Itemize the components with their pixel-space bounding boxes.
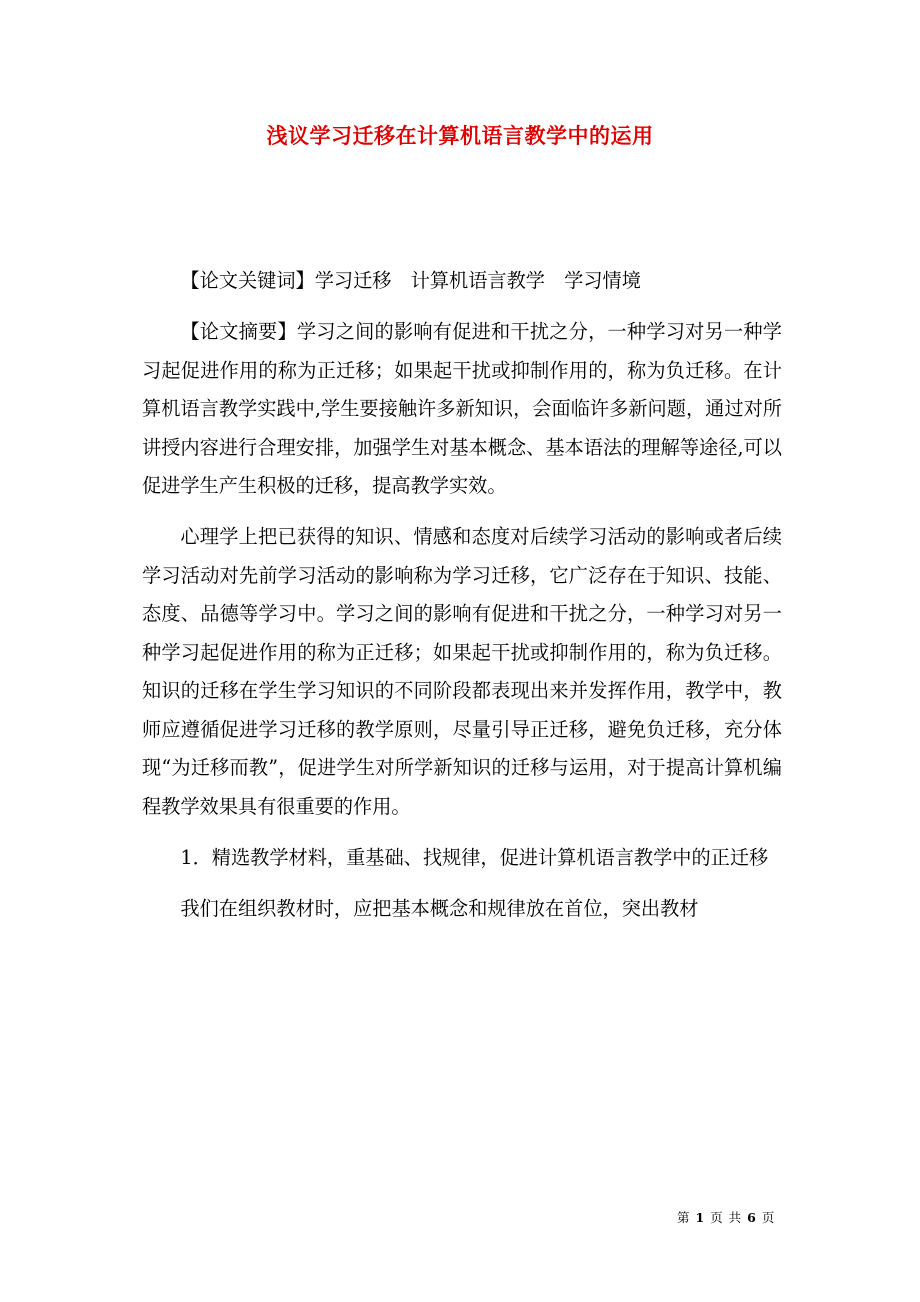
- page-footer: [677, 1208, 775, 1226]
- current-page-number: 1: [695, 1210, 706, 1225]
- keywords-paragraph: 【论文关键词】学习迁移 计算机语言教学 学习情境: [180, 269, 641, 292]
- body-paragraph: 我们在组织教材时，应把基本概念和规律放在首位，突出教材: [180, 896, 699, 920]
- footer-suffix: 页: [761, 1210, 776, 1225]
- document-body: [142, 262, 782, 941]
- footer-prefix: 第: [677, 1210, 691, 1225]
- footer-middle: 页 共: [710, 1210, 743, 1225]
- total-page-count: 6: [747, 1210, 757, 1225]
- abstract-paragraph: 【论文摘要】学习之间的影响有促进和干扰之分，一种学习对另一种学习起促进作用的称为正迁移；如果起干扰或抑制作用的，称为负迁移。在计算机语言教学实践中,学生要接触许多新知识，会面临许多新问题，通过对所讲授内容进行合理安排，加强学生对基本概念、基本语法的理解等途径,可以促进学生产生积极的迁移，提高教学实效。: [142, 320, 782, 497]
- body-paragraph: 心理学上把已获得的知识、情感和态度对后续学习活动的影响或者后续学习活动对先前学习活动的影响称为学习迁移，它广泛存在于知识、技能、态度、品德等学习中。学习之间的影响有促进和干扰之分，一种学习对另一种学习起促进作用的称为正迁移；如果起干扰或抑制作用的，称为负迁移。知识的迁移在学生学习知识的不同阶段都表现出来并发挥作用，教学中，教师应遵循促进学习迁移的教学原则，尽量引导正迁移，避免负迁移，充分体现“为迁移而教”，促进学生对所学新知识的迁移与运用，对于提高计算机编程教学效果具有很重要的作用。: [142, 525, 782, 818]
- section-heading: 1．精选教学材料，重基础、找规律，促进计算机语言教学中的正迁移: [180, 845, 769, 869]
- document-title: 浅议学习迁移在计算机语言教学中的运用: [266, 123, 654, 148]
